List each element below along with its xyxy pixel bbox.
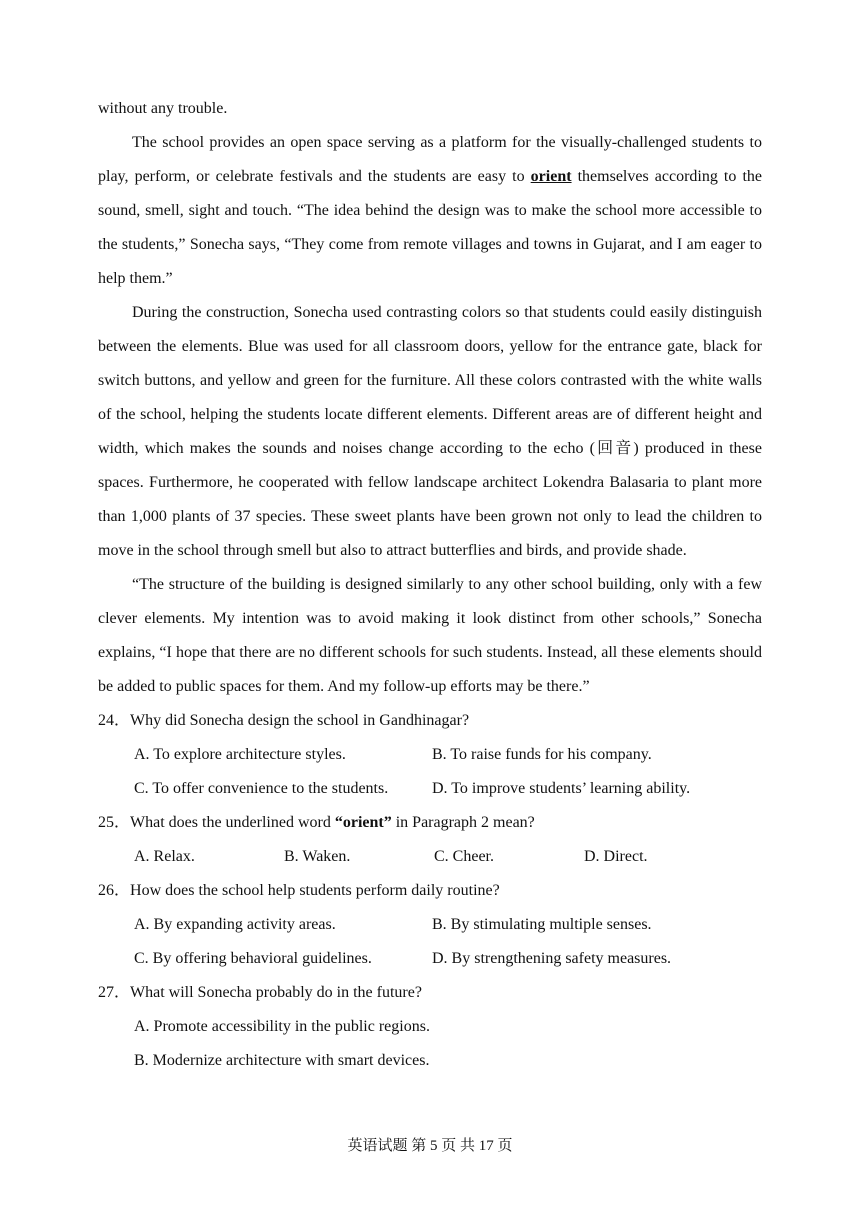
options [98,1010,762,1078]
paragraph-3: During the construction, Sonecha used contrasting colors so that students could easily distinguish between the elements. Blue was used for all classroom doors, yellow for the entrance gate, black for switch buttons, and yellow and green for the furniture. All these colors contrasted with the white walls of the school, helping the students locate different elements. Different areas are of different height and width, which makes the sounds and noises change according to the echo (回音) produced in these spaces. Furthermore, he cooperated with fellow landscape architect Lokendra Balasaria to plant more than 1,000 plants of 37 species. These sweet plants have been grown not only to lead the children to move in the school through smell but also to attract butterflies and birds, and provide shade. [98,304,762,559]
option-b: B. To raise funds for his company. [432,746,652,763]
question-text-before: What does the underlined word [130,814,335,831]
option-a: A. To explore architecture styles. [134,746,346,763]
question-text: How does the school help students perform daily routine? [130,882,500,899]
option-d: D. Direct. [584,848,648,865]
options [98,738,762,806]
paragraph-1-tail: without any trouble. [98,100,228,117]
paragraph-4: “The structure of the building is designed similarly to any other school building, only with a few clever elements. My intention was to avoid making it look distinct from other schools,” Sonecha explains, “I hope that there are no different schools for such students. Instead, all these elements should be added to public spaces for them. And my follow-up efforts may be there.” [98,576,762,695]
paragraph-2-before: The school provides an open space serving as a platform for the visually-challenged students to play, perform, or celebrate festivals and the students are easy to [98,134,762,185]
option-d: D. By strengthening safety measures. [432,950,672,967]
question-number: 25． [98,814,131,831]
option-c: C. By offering behavioral guidelines. [134,950,372,967]
question-number: 24． [98,712,131,729]
question-keyword: “orient” [334,814,392,831]
option-a: A. By expanding activity areas. [134,916,336,933]
question-stem [98,976,762,1010]
question-text: What will Sonecha probably do in the future? [130,984,422,1001]
option-b: B. Waken. [284,848,351,865]
reading-passage [98,92,762,1078]
paragraph-2-after: themselves according to the sound, smell, sight and touch. “The idea behind the design was to make the school more accessible to the students,” Sonecha says, “They come from remote villages and towns in Gujarat, and I am eager to help them.” [98,168,762,287]
options [98,840,762,874]
option-a: A. Relax. [134,848,195,865]
paragraph-2 [98,126,762,296]
question-stem [98,874,762,908]
option-c: C. To offer convenience to the students. [134,780,389,797]
question-number: 26． [98,882,131,899]
options [98,908,762,976]
question-text-after: in Paragraph 2 mean? [391,814,535,831]
question-24 [98,704,762,806]
option-b: B. Modernize architecture with smart devices. [134,1052,430,1069]
option-d: D. To improve students’ learning ability. [432,780,691,797]
option-b: B. By stimulating multiple senses. [432,916,652,933]
option-c: C. Cheer. [434,848,494,865]
question-stem [98,806,762,840]
question-25 [98,806,762,874]
question-text: Why did Sonecha design the school in Gandhinagar? [130,712,470,729]
question-number: 27． [98,984,131,1001]
underlined-word-orient: orient [530,168,572,185]
page-footer: 英语试题 第 5 页 共 17 页 [347,1138,513,1154]
option-a: A. Promote accessibility in the public regions. [134,1018,430,1035]
question-stem [98,704,762,738]
question-27 [98,976,762,1078]
question-26 [98,874,762,976]
